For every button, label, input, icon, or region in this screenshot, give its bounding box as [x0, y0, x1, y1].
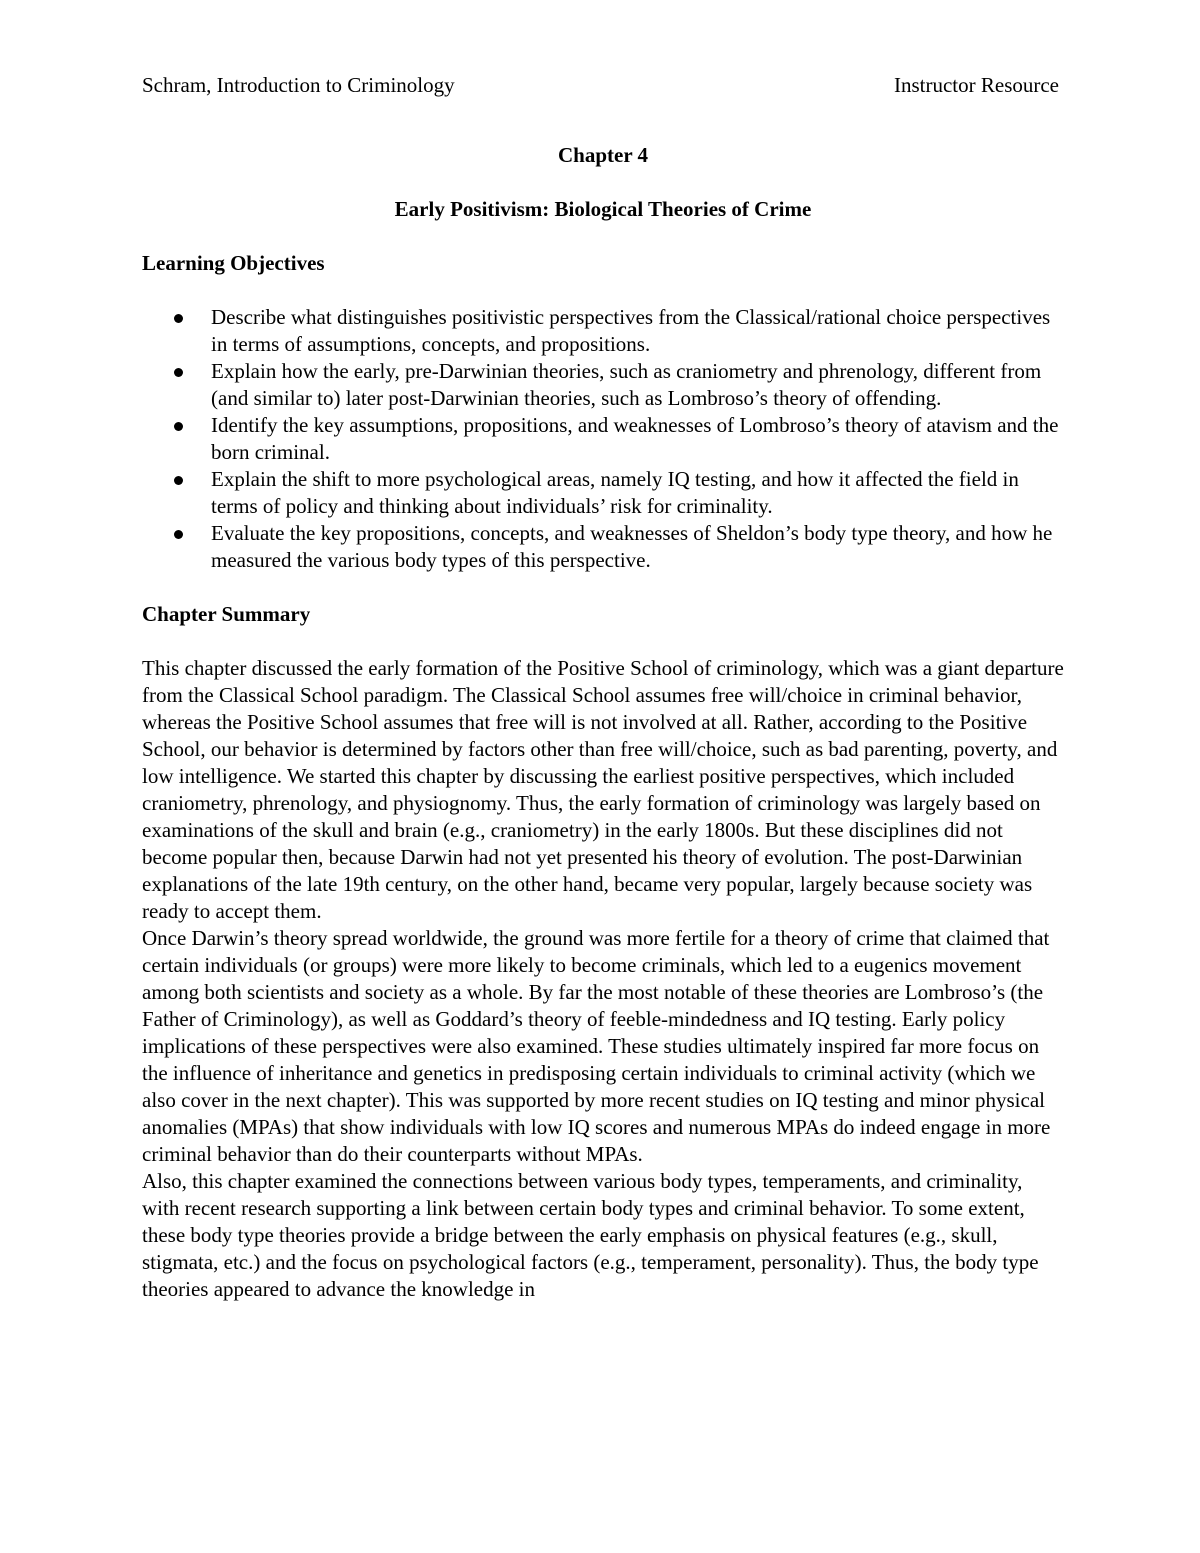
bullet-icon — [174, 422, 183, 431]
page-content — [142, 142, 1064, 1303]
learning-objectives-heading: Learning Objectives — [142, 251, 325, 275]
list-item — [142, 520, 1064, 574]
list-item — [142, 412, 1064, 466]
bullet-icon — [174, 368, 183, 377]
page-header — [142, 72, 1059, 99]
chapter-summary-heading: Chapter Summary — [142, 602, 311, 626]
summary-paragraph: Once Darwin’s theory spread worldwide, the ground was more fertile for a theory of crime that claimed that certain individuals (or groups) were more likely to become criminals, which led to a eugenics movement among both scientists and society as a whole. By far the most notable of these theories are Lombroso’s (the Father of Criminology), as well as Goddard’s theory of feeble-mindedness and IQ testing. Early policy implications of these perspectives were also examined. These studies ultimately inspired far more focus on the influence of inheritance and genetics in predisposing certain individuals to criminal activity (which we also cover in the next chapter). This was supported by more recent studies on IQ testing and minor physical anomalies (MPAs) that show individuals with low IQ scores and numerous MPAs do indeed engage in more criminal behavior than do their counterparts without MPAs. — [142, 926, 1051, 1166]
list-item — [142, 304, 1064, 358]
bullet-icon — [174, 314, 183, 323]
list-item-text: Explain how the early, pre-Darwinian theories, such as craniometry and phrenology, different from (and similar to) later post-Darwinian theories, such as Lombroso’s theory of offending. — [211, 359, 1042, 410]
chapter-title: Early Positivism: Biological Theories of Crime — [394, 197, 812, 221]
header-left: Schram, Introduction to Criminology — [142, 73, 455, 97]
list-item-text: Identify the key assumptions, propositions, and weaknesses of Lombroso’s theory of atavism and the born criminal. — [211, 413, 1059, 464]
summary-paragraph: Also, this chapter examined the connections between various body types, temperaments, and criminality, with recent research supporting a link between certain body types and criminal behavior. To some extent, these body type theories provide a bridge between the early emphasis on physical features (e.g., skull, stigmata, etc.) and the focus on psychological factors (e.g., temperament, personality). Thus, the body type theories appeared to advance the knowledge in — [142, 1169, 1039, 1301]
list-item-text: Describe what distinguishes positivistic perspectives from the Classical/rational choice perspectives in terms of assumptions, concepts, and propositions. — [211, 305, 1051, 356]
list-item — [142, 466, 1064, 520]
bullet-icon — [174, 530, 183, 539]
summary-paragraph: This chapter discussed the early formation of the Positive School of criminology, which was a giant departure from the Classical School paradigm. The Classical School assumes free will/choice in criminal behavior, whereas the Positive School assumes that free will is not involved at all. Rather, according to the Positive School, our behavior is determined by factors other than free will/choice, such as bad parenting, poverty, and low intelligence. We started this chapter by discussing the earliest positive perspectives, which included craniometry, phrenology, and physiognomy. Thus, the early formation of criminology was largely based on examinations of the skull and brain (e.g., craniometry) in the early 1800s. But these disciplines did not become popular then, because Darwin had not yet presented his theory of evolution. The post-Darwinian explanations of the late 19th century, on the other hand, became very popular, largely because society was ready to accept them. — [142, 656, 1064, 923]
header-right: Instructor Resource — [893, 73, 1059, 97]
list-item — [142, 358, 1064, 412]
bullet-icon — [174, 476, 183, 485]
list-item-text: Explain the shift to more psychological areas, namely IQ testing, and how it affected the field in terms of policy and thinking about individuals’ risk for criminality. — [211, 467, 1019, 518]
list-item-text: Evaluate the key propositions, concepts, and weaknesses of Sheldon’s body type theory, and how he measured the various body types of this perspective. — [211, 521, 1053, 572]
learning-objectives-list — [142, 304, 1064, 574]
chapter-number: Chapter 4 — [557, 143, 649, 167]
